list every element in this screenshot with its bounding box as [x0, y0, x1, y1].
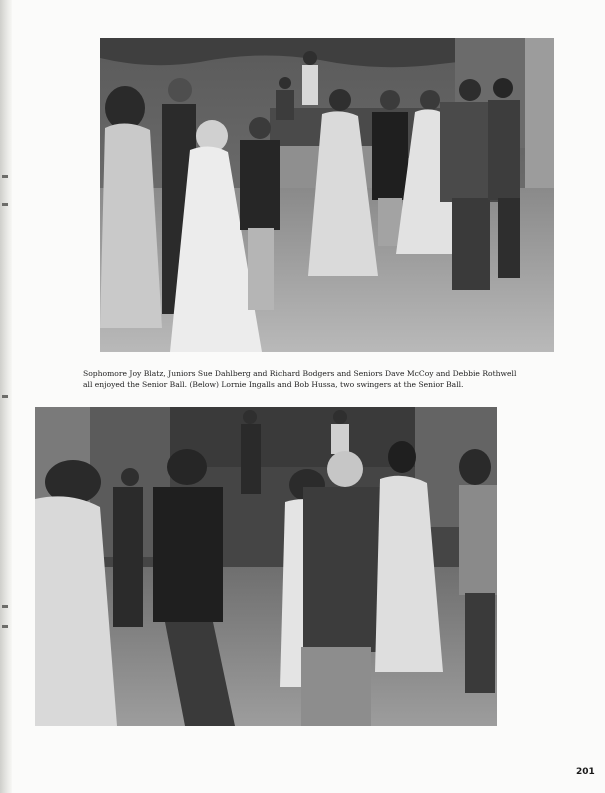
- bottom-photo: [35, 407, 497, 726]
- bottom-photo-image: [35, 407, 497, 726]
- page-number: 201: [576, 767, 595, 777]
- top-photo-image: [100, 38, 554, 352]
- top-photo: [100, 38, 554, 352]
- photo-caption: [83, 368, 523, 390]
- binding-mark: [2, 175, 8, 178]
- binding-mark: [2, 395, 8, 398]
- page-binding-edge: [0, 0, 12, 793]
- binding-mark: [2, 605, 8, 608]
- caption-line-2: all enjoyed the Senior Ball. (Below) Lornie Ingalls and Bob Hussa, two swingers at the Senior Ball.: [83, 380, 464, 389]
- binding-mark: [2, 203, 8, 206]
- caption-line-1: Sophomore Joy Blatz, Juniors Sue Dahlberg and Richard Bodgers and Seniors Dave McCoy and Debbie Rothwell: [83, 369, 517, 378]
- binding-mark: [2, 625, 8, 628]
